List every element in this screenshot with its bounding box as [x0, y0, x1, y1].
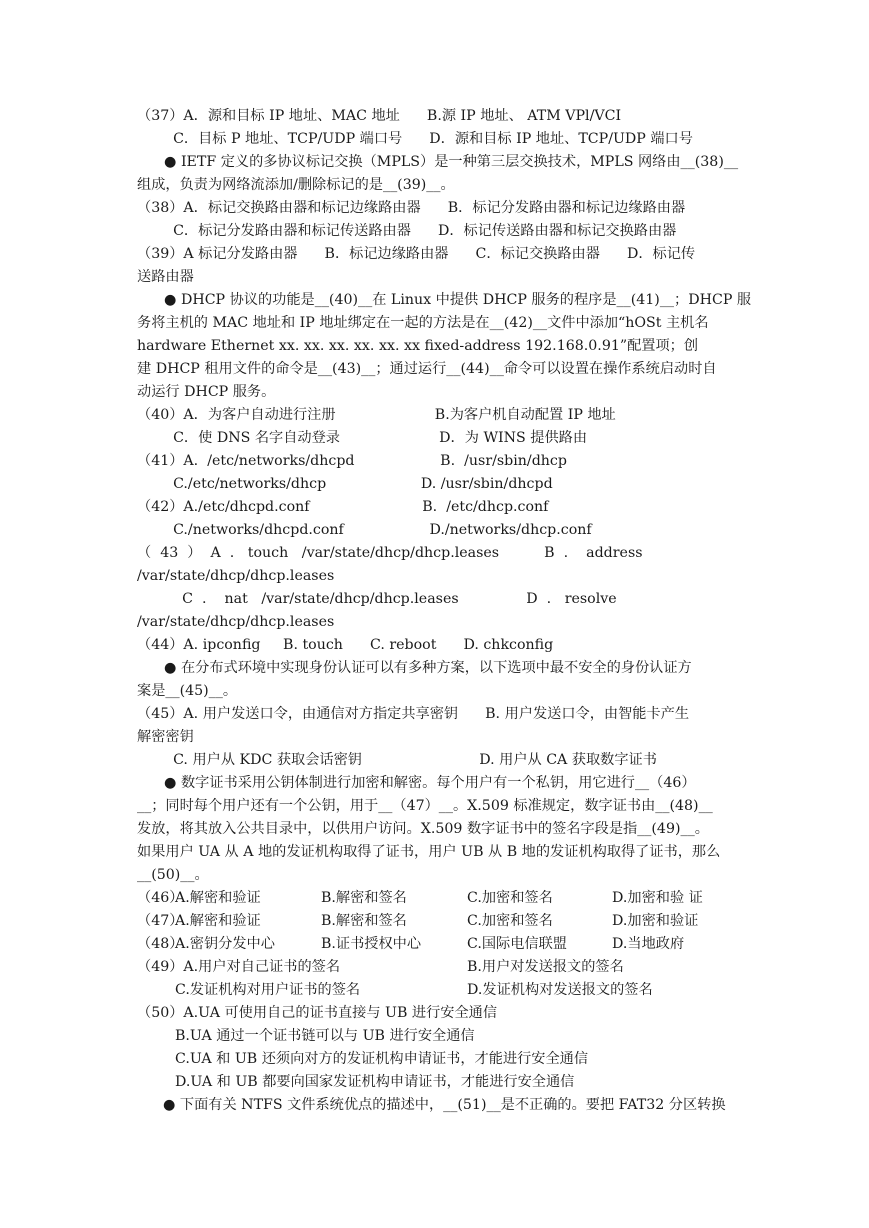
text-line: 解密密钥	[137, 729, 194, 745]
text-line: ● 在分布式环境中实现身份认证可以有多种方案，以下选项中最不安全的身份认证方	[137, 660, 692, 676]
text-line: （45）A. 用户发送口令，由通信对方指定共享密钥 B. 用户发送口令，由智能卡产生	[137, 706, 690, 722]
text-line: 如果用户 UA 从 A 地的发证机构取得了证书，用户 UB 从 B 地的发证机构取得了证书，那么	[137, 844, 721, 860]
option-c: C.国际电信联盟	[467, 936, 567, 952]
text-line: C./networks/dhcpd.conf D./networks/dhcp.conf	[137, 522, 592, 538]
text-line: C．目标 P 地址、TCP/UDP 端口号 D．源和目标 IP 地址、TCP/UDP 端口号	[137, 131, 693, 147]
text-line: 发放，将其放入公共目录中，以供用户访问。X.509 数字证书中的签名字段是指__(49)__。	[137, 821, 709, 837]
text-line: hardware Ethernet xx. xx. xx. xx. xx. xx fixed-address 192.168.0.91”配置项；创	[137, 338, 699, 354]
option-d: D.当地政府	[612, 936, 685, 952]
option-a: A.密钥分发中心	[175, 936, 275, 952]
option-b: B.解密和签名	[321, 913, 407, 929]
text-line: C．标记分发路由器和标记传送路由器 D．标记传送路由器和标记交换路由器	[137, 223, 677, 239]
option-c: C.加密和签名	[467, 913, 553, 929]
text-line: ● DHCP 协议的功能是__(40)__在 Linux 中提供 DHCP 服务的程序是__(41)__；DHCP 服	[137, 292, 752, 308]
option-d: D.UA 和 UB 都要向国家发证机构申请证书，才能进行安全通信	[175, 1074, 575, 1090]
text-line: C. 用户从 KDC 获取会话密钥 D. 用户从 CA 获取数字证书	[137, 752, 657, 768]
option-c: C.UA 和 UB 还须向对方的发证机构申请证书，才能进行安全通信	[175, 1051, 589, 1067]
option-c: C.加密和签名	[467, 890, 553, 906]
text-line: ● 下面有关 NTFS 文件系统优点的描述中，__(51)__是不正确的。要把 FAT32 分区转换	[163, 1097, 726, 1113]
text-line: （38）A．标记交换路由器和标记边缘路由器 B．标记分发路由器和标记边缘路由器	[137, 200, 686, 216]
text-line: __；同时每个用户还有一个公钥，用于__（47）__。X.509 标准规定，数字证书由__(48)__	[137, 798, 713, 814]
text-line: （40）A．为客户自动进行注册 B.为客户机自动配置 IP 地址	[137, 407, 616, 423]
text-line: 送路由器	[137, 269, 194, 285]
text-line: 案是__(45)__。	[137, 683, 238, 699]
text-line: C./etc/networks/dhcp D. /usr/sbin/dhcpd	[137, 476, 553, 492]
question-number: （48）	[137, 936, 184, 952]
text-line: （42）A./etc/dhcpd.conf B. /etc/dhcp.conf	[137, 499, 549, 515]
text-line: ● 数字证书采用公钥体制进行加密和解密。每个用户有一个私钥，用它进行__（46）	[137, 775, 696, 791]
option-a: （49）A.用户对自己证书的签名	[137, 959, 341, 975]
text-line: （39）A 标记分发路由器 B．标记边缘路由器 C．标记交换路由器 D．标记传	[137, 246, 696, 262]
question-number: （47）	[137, 913, 184, 929]
option-b: B.用户对发送报文的签名	[467, 959, 624, 975]
option-d: D.发证机构对发送报文的签名	[467, 982, 653, 998]
option-d: D.加密和验证	[612, 913, 699, 929]
option-d: D.加密和验 证	[612, 890, 703, 906]
option-b: B.解密和签名	[321, 890, 407, 906]
question-number: （46）	[137, 890, 184, 906]
text-line: （37）A．源和目标 IP 地址、MAC 地址 B.源 IP 地址、 ATM VPl/VCI	[137, 108, 622, 124]
option-b: B.证书授权中心	[321, 936, 422, 952]
text-line: __(50)__。	[137, 867, 209, 883]
text-line: /var/state/dhcp/dhcp.leases	[137, 568, 335, 584]
text-line: ● IETF 定义的多协议标记交换（MPLS）是一种第三层交换技术，MPLS 网络由__(38)__	[137, 154, 739, 170]
option-a: A.解密和验证	[175, 913, 261, 929]
option-c: C.发证机构对用户证书的签名	[175, 982, 361, 998]
option-a: A.解密和验证	[175, 890, 261, 906]
text-line: 组成，负责为网络流添加/删除标记的是__(39)__。	[137, 177, 455, 193]
text-line: （41）A. /etc/networks/dhcpd B. /usr/sbin/dhcp	[137, 453, 567, 469]
text-line: （44）A. ipconfig B. touch C. reboot D. chkconfig	[137, 637, 554, 653]
option-a: （50）A.UA 可使用自己的证书直接与 UB 进行安全通信	[137, 1005, 498, 1021]
text-line: 建 DHCP 租用文件的命令是__(43)__；通过运行__(44)__命令可以设置在操作系统启动时自	[137, 361, 717, 377]
text-line: （ 43 ） A . touch /var/state/dhcp/dhcp.leases B . address	[137, 545, 643, 561]
text-line: /var/state/dhcp/dhcp.leases	[137, 614, 335, 630]
text-line: C . nat /var/state/dhcp/dhcp.leases D . resolve	[137, 591, 617, 607]
option-b: B.UA 通过一个证书链可以与 UB 进行安全通信	[175, 1028, 475, 1044]
text-line: 务将主机的 MAC 地址和 IP 地址绑定在一起的方法是在__(42)__文件中添加“hOSt 主机名	[137, 315, 709, 331]
text-line: 动运行 DHCP 服务。	[137, 384, 276, 400]
text-line: C．使 DNS 名字自动登录 D．为 WINS 提供路由	[137, 430, 588, 446]
